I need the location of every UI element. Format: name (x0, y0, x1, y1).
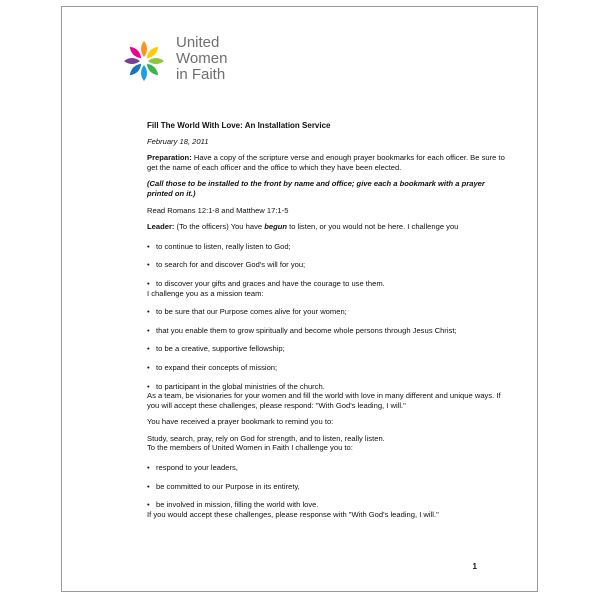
list-item: • to discover your gifts and graces and have the courage to use them. (147, 279, 507, 289)
logo-text-line3: in Faith (176, 66, 226, 83)
logo-text-line2: Women (176, 50, 228, 67)
document-page (61, 6, 538, 592)
leader-emphasis: begun (264, 222, 287, 232)
united-women-in-faith-logo (122, 35, 282, 85)
list-item: • be committed to our Purpose in its entirety, (147, 482, 507, 492)
leader-paragraph (147, 222, 507, 232)
team-paragraph: As a team, be visionaries for your women and fill the world with love in many different and unique ways. If you will accept these challenges, please respond: "With God's leading, I will." (147, 391, 501, 410)
list-item: • to search for and discover God's will for you; (147, 260, 507, 270)
leader-text-post: to listen, or you would not be here. I challenge you (287, 222, 459, 232)
list-item: • be involved in mission, filling the world with love. (147, 500, 507, 510)
leader-text-pre: (To the officers) You have (174, 222, 265, 232)
list-item: • to be sure that our Purpose comes alive for your women; (147, 307, 507, 317)
logo-petal (148, 58, 164, 64)
logo-petal (128, 45, 144, 61)
list-item: • to continue to listen, really listen to God; (147, 242, 507, 252)
instruction-paragraph: (Call those to be installed to the front by name and office; give each a bookmark with a prayer printed on it.) (147, 179, 485, 198)
list-item: • respond to your leaders, (147, 463, 507, 473)
study-paragraph: Study, search, pray, rely on God for strength, and to listen, really listen. (147, 433, 385, 443)
reading-paragraph: Read Romans 12:1-8 and Matthew 17:1-5 (147, 205, 289, 215)
members-paragraph: To the members of United Women in Faith I challenge you to: (147, 443, 353, 453)
logo-text (176, 35, 227, 83)
challenge-team-text: I challenge you as a mission team: (147, 288, 264, 298)
logo-text-line1: United (176, 34, 220, 51)
final-paragraph: If you would accept these challenges, please response with "With God's leading, I will." (147, 509, 439, 519)
page-number: 1 (472, 562, 477, 571)
document-title: Fill The World With Love: An Installation Service (147, 121, 331, 130)
document-content (147, 121, 507, 519)
officer-challenges-list (147, 242, 507, 289)
preparation-label: Preparation: (147, 153, 192, 163)
logo-petal (145, 45, 161, 61)
document-date: February 18, 2011 (147, 136, 209, 146)
list-item: • that you enable them to grow spiritually and become whole persons through Jesus Christ; (147, 326, 507, 336)
team-challenges-list (147, 307, 507, 391)
logo-petal (141, 41, 147, 57)
list-item: • to be a creative, supportive fellowship; (147, 344, 507, 354)
preparation-text: Have a copy of the scripture verse and enough prayer bookmarks for each officer. Be sure to get the name of each officer and the office to which they have been elected. (147, 153, 505, 172)
list-item: • to participant in the global ministries of the church. (147, 382, 507, 392)
logo-petal (141, 65, 147, 81)
logo-petal (124, 58, 140, 64)
member-challenges-list (147, 463, 507, 510)
bookmark-paragraph: You have received a prayer bookmark to remind you to: (147, 417, 334, 427)
list-item: • to expand their concepts of mission; (147, 363, 507, 373)
flower-logo-icon (122, 39, 166, 83)
preparation-paragraph (147, 153, 507, 172)
leader-label: Leader: (147, 222, 175, 232)
logo-petal (145, 62, 161, 78)
logo-petal (128, 62, 144, 78)
